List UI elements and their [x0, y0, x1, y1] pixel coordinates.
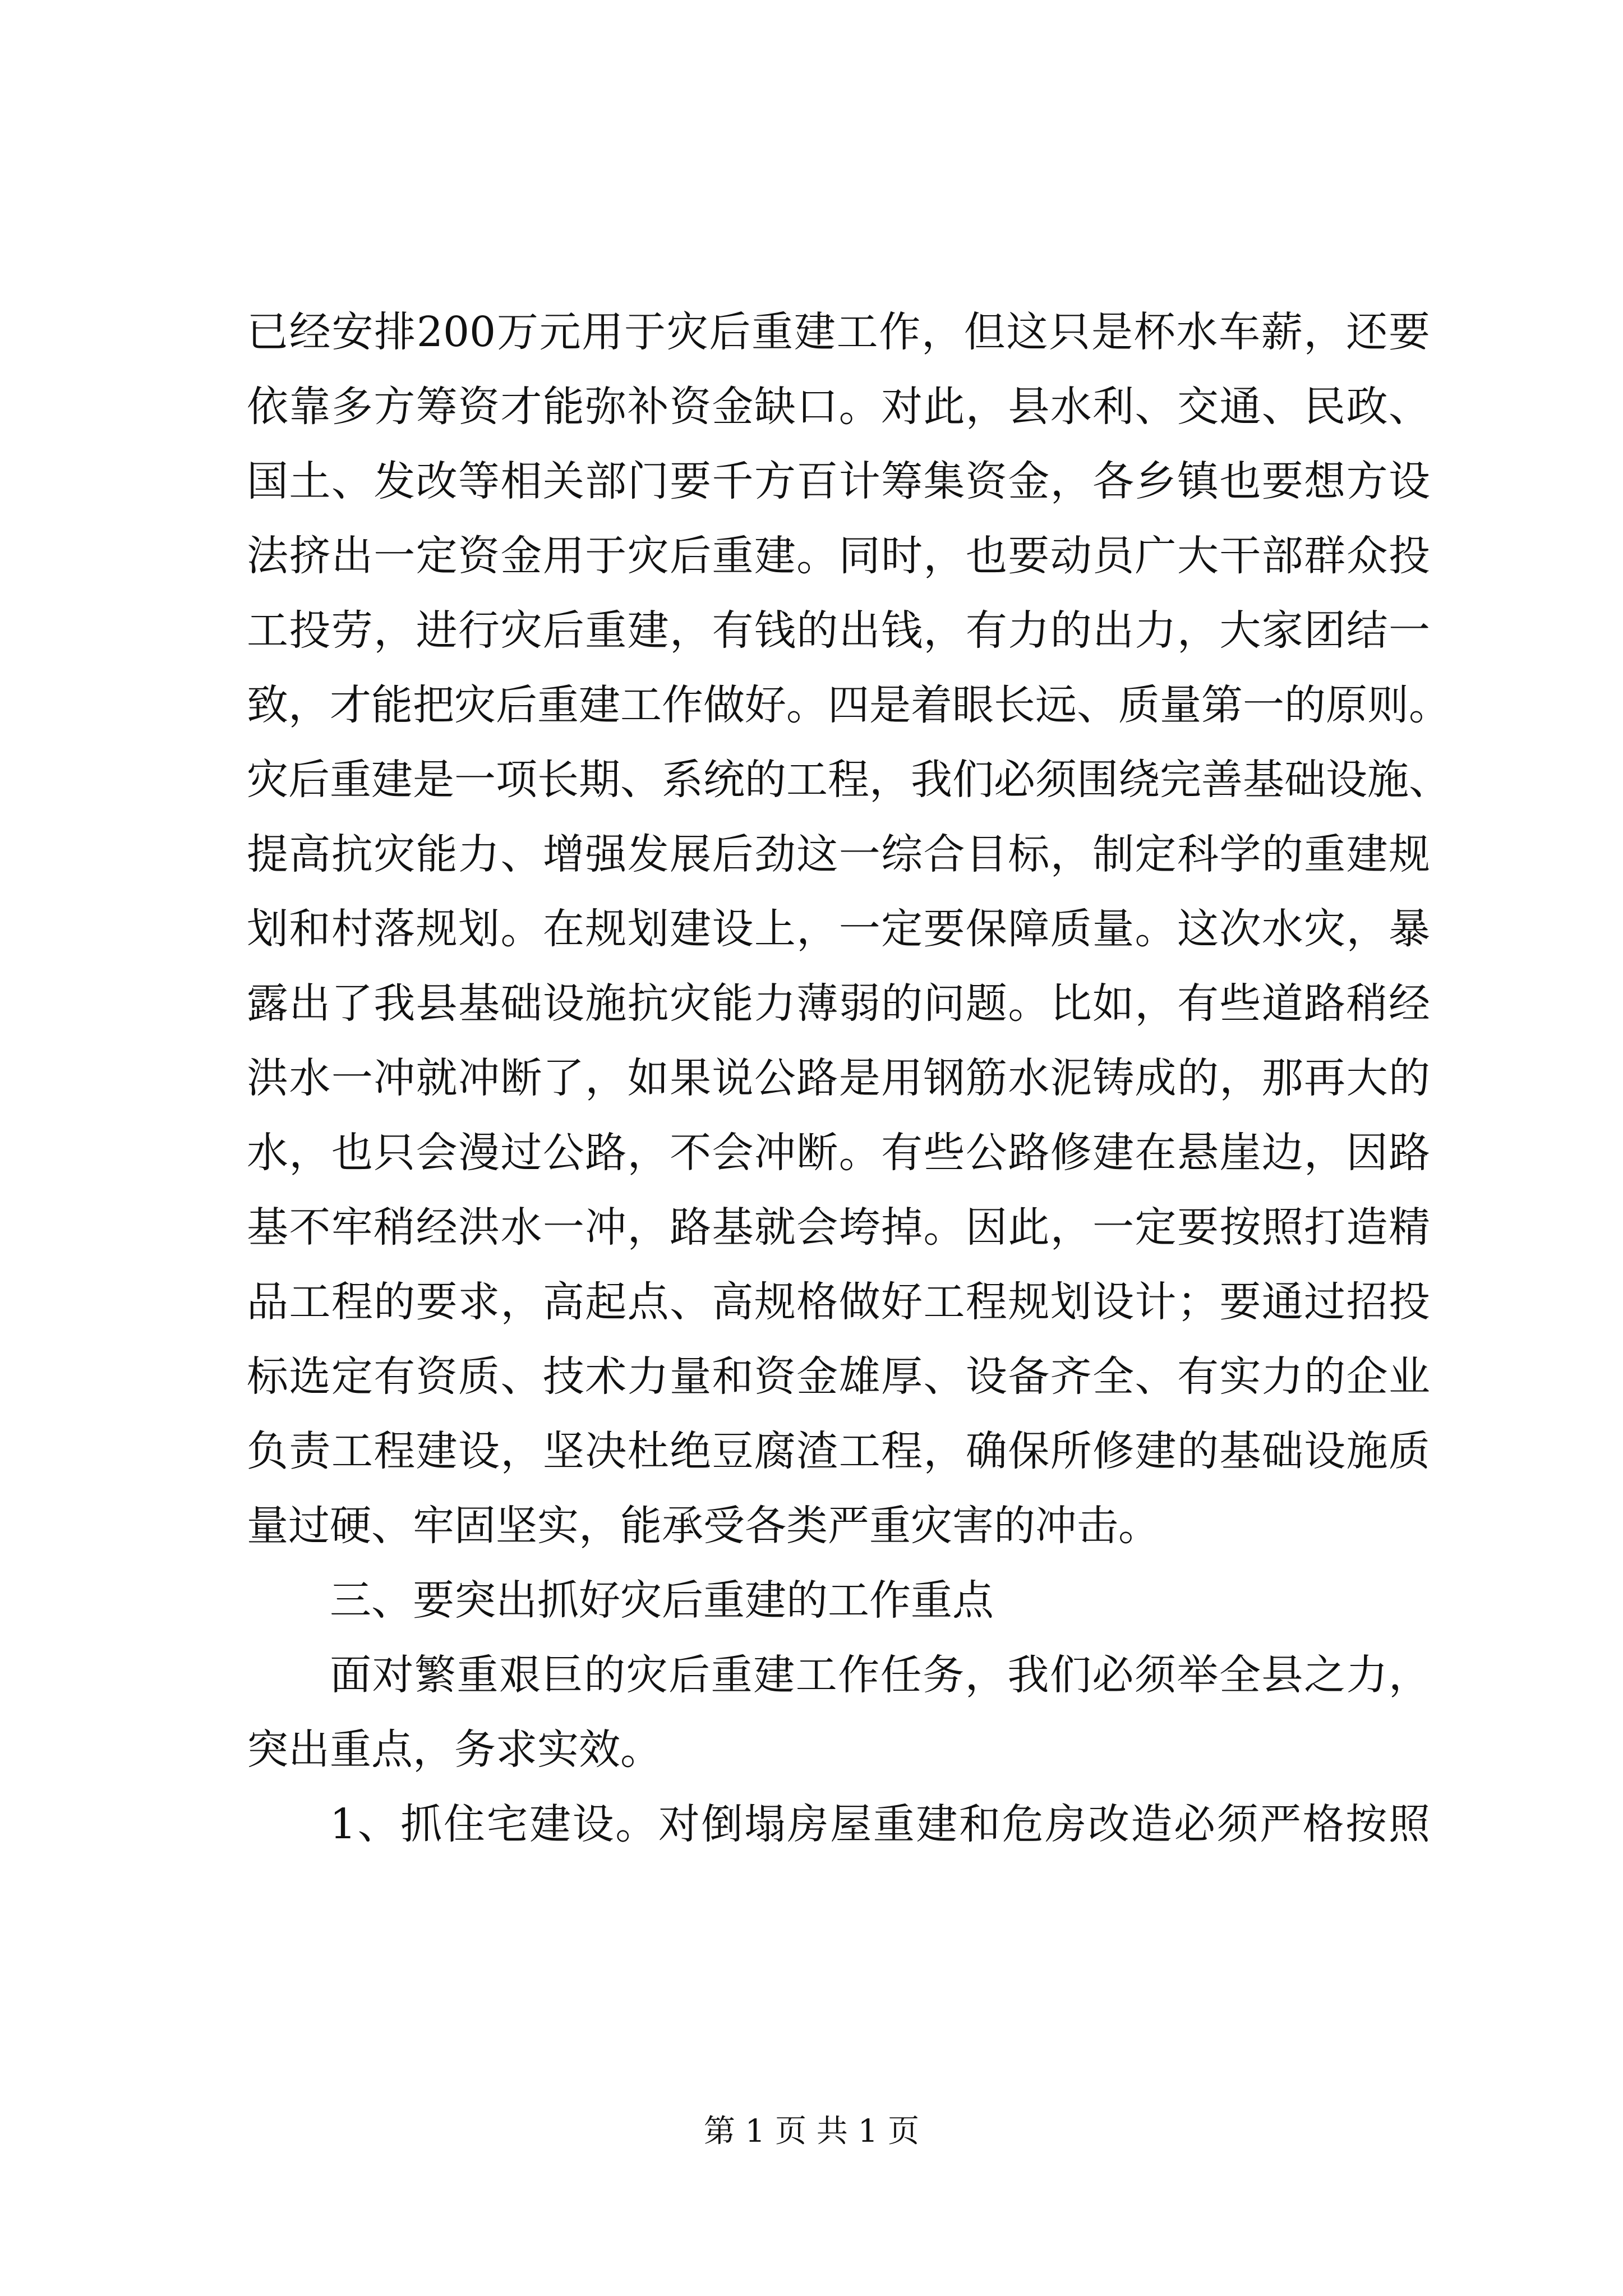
text-line: 法挤出一定资金用于灾后重建。同时，也要动员广大干部群众投 [247, 532, 1430, 580]
text-line: 灾后重建是一项长期、系统的工程，我们必须围绕完善基础设施、 [247, 756, 1450, 804]
text-line: 依靠多方筹资才能弥补资金缺口。对此，县水利、交通、民政、 [247, 383, 1430, 431]
text-line: 水，也只会漫过公路，不会冲断。有些公路修建在悬崖边，因路 [247, 1129, 1430, 1177]
text-line: 突出重点，务求实效。 [247, 1726, 662, 1774]
text-line: 洪水一冲就冲断了，如果说公路是用钢筋水泥铸成的，那再大的 [247, 1054, 1430, 1102]
text-line: 国土、发改等相关部门要千方百计筹集资金，各乡镇也要想方设 [247, 457, 1430, 505]
section-heading: 三、要突出抓好灾后重建的工作重点 [330, 1576, 994, 1625]
text-line: 工投劳，进行灾后重建，有钱的出钱，有力的出力，大家团结一 [247, 606, 1430, 655]
text-line: 露出了我县基础设施抗灾能力薄弱的问题。比如，有些道路稍经 [247, 979, 1430, 1028]
text-line: 量过硬、牢固坚实，能承受各类严重灾害的冲击。 [247, 1502, 1160, 1550]
text-line: 致，才能把灾后重建工作做好。四是着眼长远、质量第一的原则。 [247, 681, 1450, 729]
text-line: 1、抓住宅建设。对倒塌房屋重建和危房改造必须严格按照 [330, 1800, 1430, 1848]
text-line: 基不牢稍经洪水一冲，路基就会垮掉。因此，一定要按照打造精 [247, 1203, 1430, 1251]
text-line: 品工程的要求，高起点、高规格做好工程规划设计；要通过招投 [247, 1278, 1430, 1326]
text-line: 负责工程建设，坚决杜绝豆腐渣工程，确保所修建的基础设施质 [247, 1427, 1430, 1475]
text-line: 提高抗灾能力、增强发展后劲这一综合目标，制定科学的重建规 [247, 830, 1430, 878]
text-line: 划和村落规划。在规划建设上，一定要保障质量。这次水灾，暴 [247, 905, 1430, 953]
text-line: 面对繁重艰巨的灾后重建工作任务，我们必须举全县之力， [330, 1651, 1430, 1699]
page-footer: 第 1 页 共 1 页 [703, 2113, 920, 2150]
text-line: 已经安排200万元用于灾后重建工作，但这只是杯水车薪，还要 [247, 308, 1430, 356]
text-line: 标选定有资质、技术力量和资金雄厚、设备齐全、有实力的企业 [247, 1352, 1430, 1401]
